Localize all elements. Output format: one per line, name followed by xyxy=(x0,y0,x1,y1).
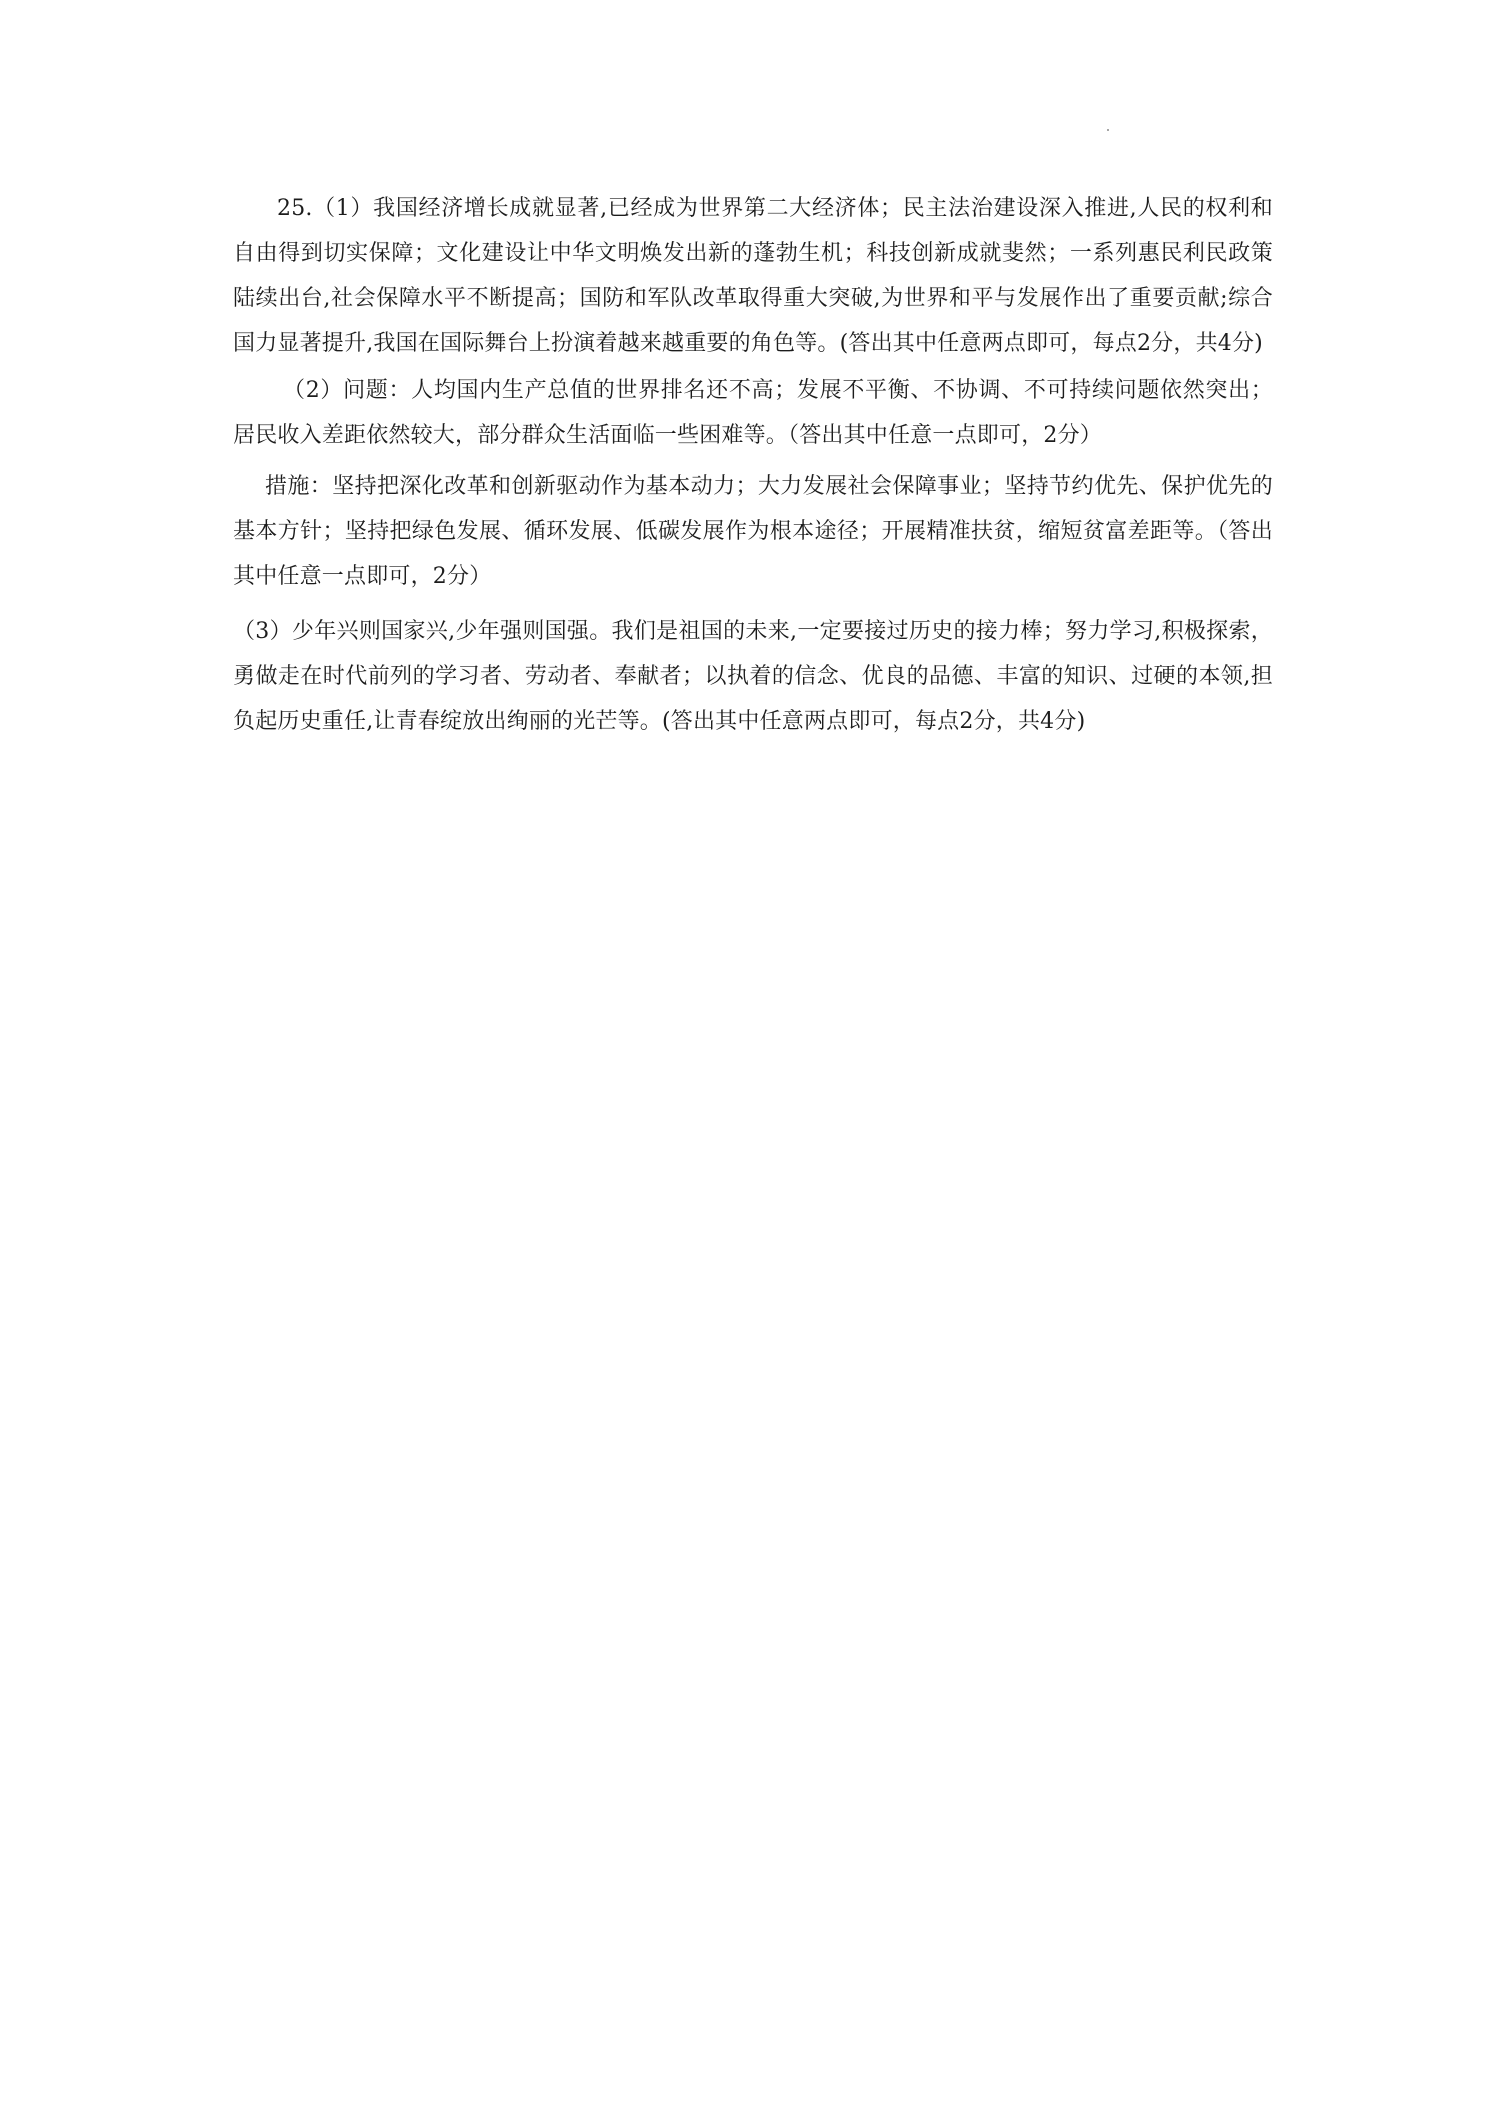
answer-25-part-2-measures: 措施：坚持把深化改革和创新驱动作为基本动力；大力发展社会保障事业；坚持节约优先、保护优先的基本方针；坚持把绿色发展、循环发展、低碳发展作为根本途径；开展精准扶贫，缩短贫富差距等。（答出其中任意一点即可，2分） xyxy=(233,474,1273,589)
answer-25-part-3: （3）少年兴则国家兴,少年强则国强。我们是祖国的未来,一定要接过历史的接力棒；努力学习,积极探索，勇做走在时代前列的学习者、劳动者、奉献者；以执着的信念、优良的品德、丰富的知识、过硬的本领,担负起历史重任,让青春绽放出绚丽的光芒等。(答出其中任意两点即可，每点2分，共4分) xyxy=(233,619,1273,734)
answer-25-part-2-problems: （2）问题：人均国内生产总值的世界排名还不高；发展不平衡、不协调、不可持续问题依然突出；居民收入差距依然较大，部分群众生活面临一些困难等。（答出其中任意一点即可，2分） xyxy=(233,378,1273,448)
scan-speck xyxy=(1107,129,1109,131)
answer-25-part-1: 25.（1）我国经济增长成就显著,已经成为世界第二大经济体；民主法治建设深入推进,人民的权利和自由得到切实保障；文化建设让中华文明焕发出新的蓬勃生机；科技创新成就斐然；一系列惠民利民政策陆续出台,社会保障水平不断提高；国防和军队改革取得重大突破,为世界和平与发展作出了重要贡献;综合国力显著提升,我国在国际舞台上扮演着越来越重要的角色等。(答出其中任意两点即可，每点2分，共4分) xyxy=(233,196,1273,356)
answer-25-block xyxy=(233,186,1273,744)
